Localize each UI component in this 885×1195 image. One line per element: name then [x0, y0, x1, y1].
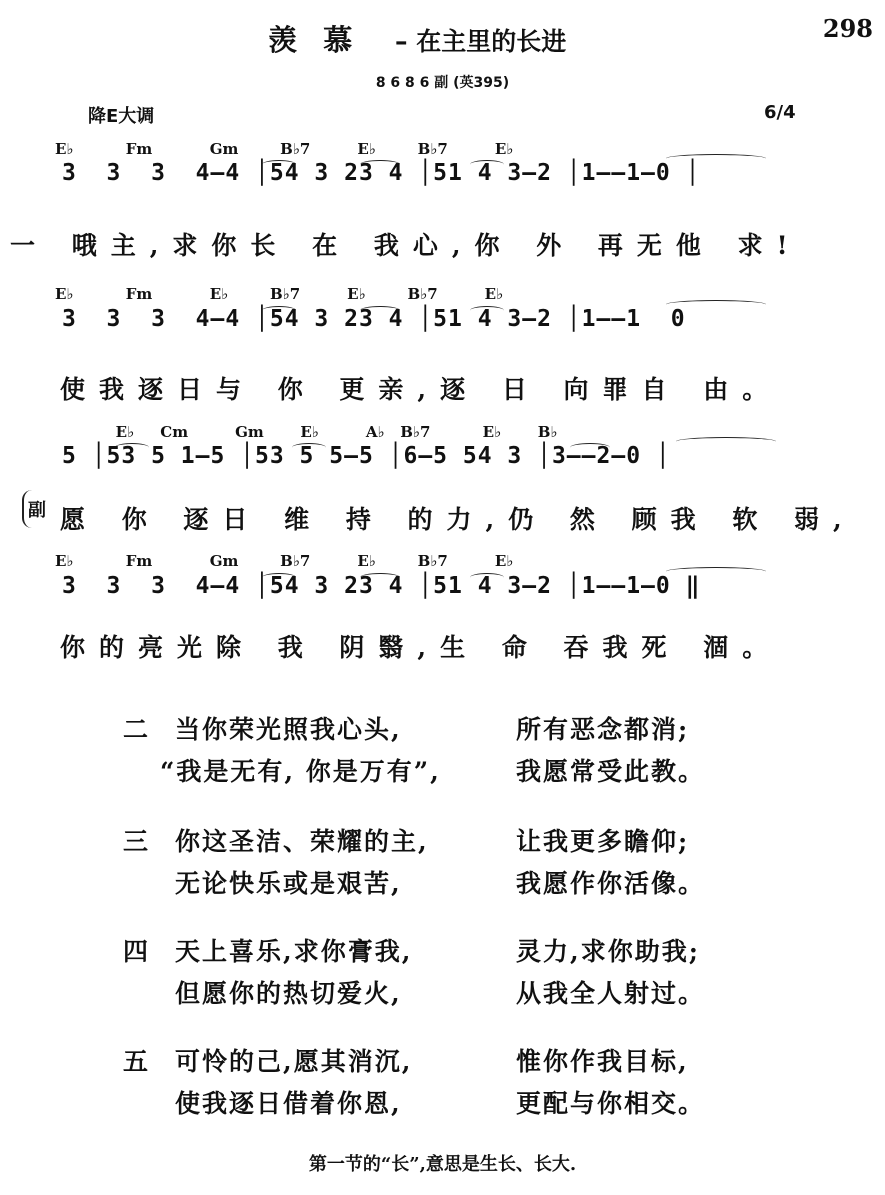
verse-line: 天上喜乐,求你膏我, [175, 937, 413, 966]
verse-line: 更配与你相交。 [516, 1089, 706, 1118]
lyric-row-2: 使我逐日与 你 更亲,逐 日 向罪自 由。 [60, 375, 782, 404]
tie-mark [666, 300, 766, 309]
verse-number: 三 [123, 827, 151, 856]
verse-line: 可怜的己,愿其消沉, [175, 1047, 413, 1076]
verse-line: 惟你作我目标, [516, 1047, 689, 1076]
verse-line: 灵力,求你助我; [516, 937, 700, 966]
slur-mark [360, 306, 400, 315]
notes-row-4: 3 3 3 4—4 │54 3 23 4 │51 4 3—2 │1——1—0 ‖ [62, 573, 701, 599]
slur-mark [262, 306, 296, 315]
verse-line: 你这圣洁、荣耀的主, [175, 827, 429, 856]
chord-row-3: E♭ Cm Gm E♭ A♭ B♭7 E♭ B♭ [100, 423, 558, 441]
verse-line: 但愿你的热切爱火, [175, 979, 402, 1008]
slur-mark [262, 160, 296, 169]
lyric-row-3: 愿 你 逐日 维 持 的力,仍 然 顾我 软 弱, [60, 505, 856, 534]
tie-mark [666, 567, 766, 576]
slur-mark [360, 573, 400, 582]
slur-mark [262, 573, 296, 582]
notes-row-3: 5 │53 5 1—5 │53 5 5—5 │6—5 54 3 │3——2—0 │ [62, 443, 671, 469]
verse-line: 使我逐日借着你恩, [175, 1089, 402, 1118]
verse-number: 五 [123, 1047, 151, 1076]
slur-mark [360, 160, 400, 169]
verse-line: 从我全人射过。 [516, 979, 706, 1008]
time-signature: 6/4 [764, 102, 796, 123]
slur-mark [292, 443, 326, 452]
slur-mark [470, 160, 504, 169]
hymn-title: 羡 慕 [268, 23, 355, 57]
verse-number: 二 [123, 715, 151, 744]
meter-line: 8 6 8 6 副 (英395) [375, 75, 510, 91]
verse-line: 我愿常受此教。 [516, 757, 706, 786]
verse-line: 让我更多瞻仰; [516, 827, 690, 856]
tie-mark [666, 154, 766, 163]
footnote: 第一节的“长”,意思是生长、长大. [308, 1154, 577, 1175]
chord-row-1: E♭ Fm Gm B♭7 E♭ B♭7 E♭ [55, 140, 514, 158]
hymn-number: 298 [822, 14, 873, 43]
verse-line: “我是无有, 你是万有”, [160, 757, 441, 786]
lyric-row-1: 一 哦主,求你长 在 我心,你 外 再无他 求! [10, 231, 802, 260]
slur-mark [115, 443, 149, 452]
chorus-marker: 副 [22, 490, 48, 528]
notes-row-2: 3 3 3 4—4 │54 3 23 4 │51 4 3—2 │1——1 0 [62, 306, 686, 332]
slur-mark [470, 306, 504, 315]
verse-line: 所有恶念都消; [516, 715, 690, 744]
verse-line: 无论快乐或是艰苦, [175, 869, 402, 898]
hymn-subtitle: – 在主里的长进 [395, 27, 567, 56]
chord-row-4: E♭ Fm Gm B♭7 E♭ B♭7 E♭ [55, 552, 514, 570]
verse-line: 我愿作你活像。 [516, 869, 706, 898]
verse-line: 当你荣光照我心头, [175, 715, 402, 744]
chord-row-2: E♭ Fm E♭ B♭7 E♭ B♭7 E♭ [55, 285, 504, 303]
notes-row-1: 3 3 3 4—4 │54 3 23 4 │51 4 3—2 │1——1—0 │ [62, 160, 701, 186]
lyric-row-4: 你的亮光除 我 阴翳,生 命 吞我死 涸。 [60, 633, 782, 662]
key-signature: 降E大调 [88, 106, 155, 127]
slur-mark [470, 573, 504, 582]
slur-mark [570, 443, 610, 452]
verse-number: 四 [123, 937, 151, 966]
tie-mark [676, 437, 776, 446]
